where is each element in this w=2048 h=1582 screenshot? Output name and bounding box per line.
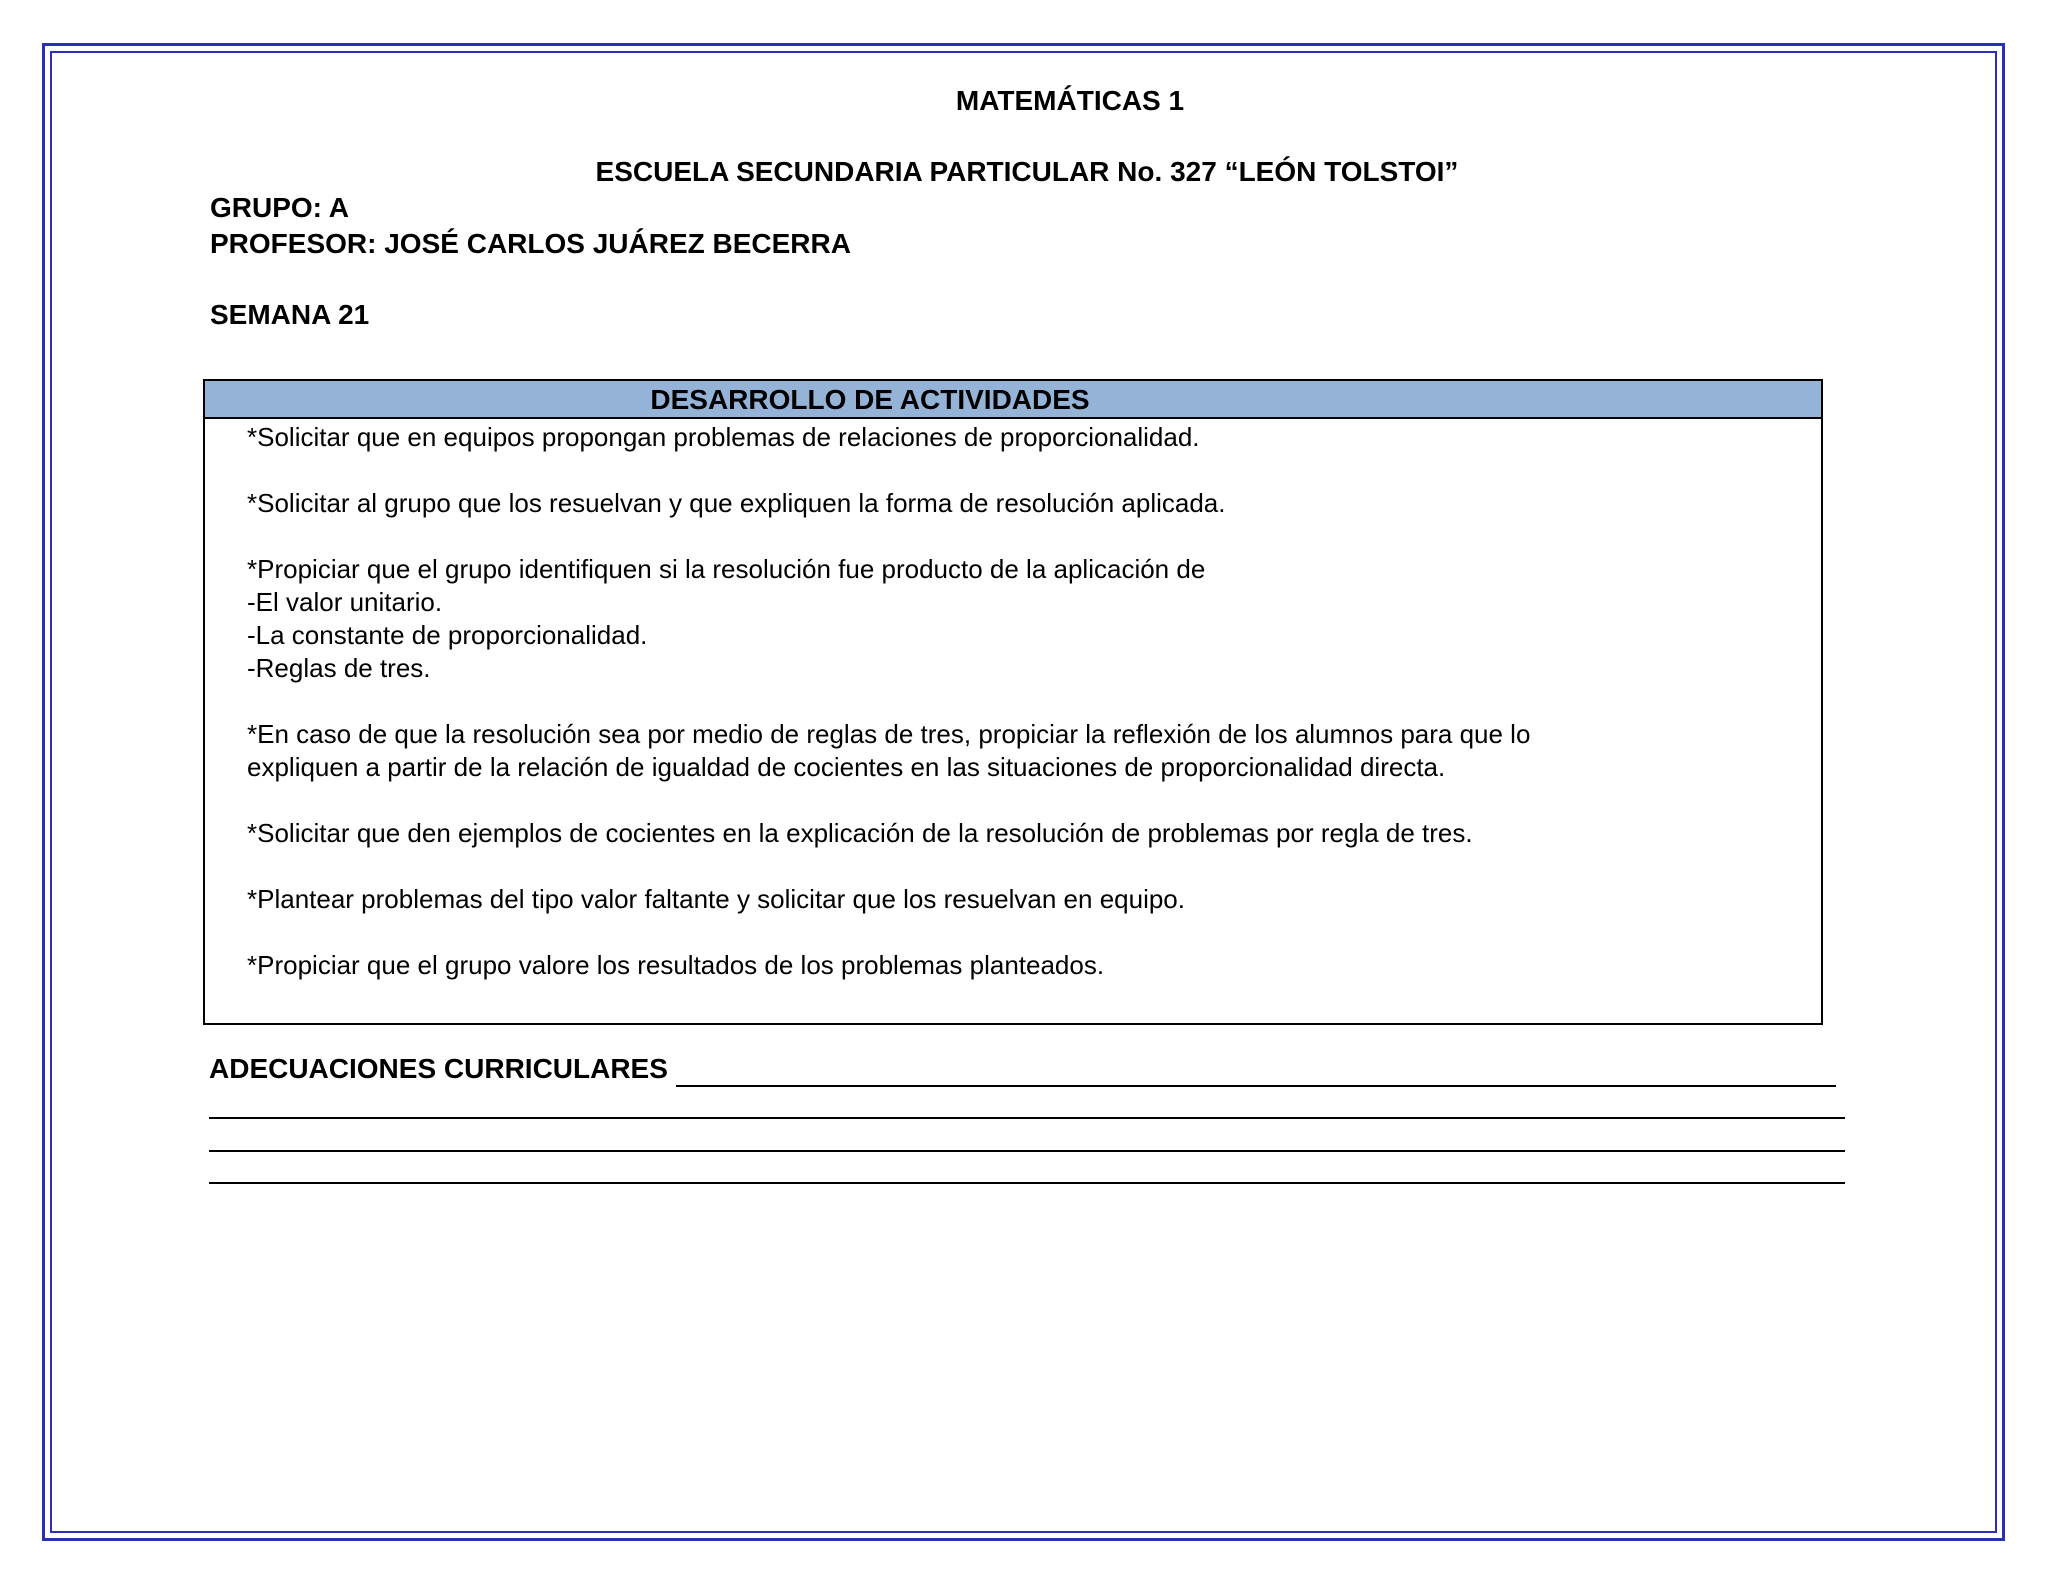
adecuaciones-blank-line-1 — [676, 1085, 1836, 1087]
adecuaciones-blank-line-3 — [209, 1150, 1845, 1152]
activity-line: *Propiciar que el grupo valore los resultados de los problemas planteados. — [247, 950, 1105, 980]
activity-line: -El valor unitario. — [247, 587, 443, 617]
document-title: MATEMÁTICAS 1 — [955, 85, 1185, 116]
group-label: GRUPO: A — [210, 192, 349, 223]
activities-table — [203, 379, 1823, 1025]
activity-item — [247, 718, 1807, 784]
activity-line: *Solicitar que en equipos propongan problemas de relaciones de proporcionalidad. — [247, 422, 1200, 452]
activity-item — [247, 421, 1807, 454]
activity-line: -Reglas de tres. — [247, 653, 431, 683]
activity-line: *Propiciar que el grupo identifiquen si la resolución fue producto de la aplicación de — [247, 554, 1206, 584]
activities-table-header — [205, 381, 1821, 419]
activity-line: -La constante de proporcionalidad. — [247, 620, 648, 650]
activity-item — [247, 553, 1807, 685]
activities-table-heading: DESARROLLO DE ACTIVIDADES — [650, 384, 1090, 415]
activities-list — [247, 421, 1807, 1015]
school-name: ESCUELA SECUNDARIA PARTICULAR No. 327 “LEÓN TOLSTOI” — [595, 156, 1459, 187]
week-label: SEMANA 21 — [210, 299, 370, 330]
activity-line: *Plantear problemas del tipo valor faltante y solicitar que los resuelvan en equipo. — [247, 884, 1185, 914]
adecuaciones-blank-line-2 — [209, 1117, 1845, 1119]
teacher-label: PROFESOR: JOSÉ CARLOS JUÁREZ BECERRA — [210, 228, 851, 259]
activity-item — [247, 817, 1807, 850]
activity-line: *Solicitar que den ejemplos de cocientes en la explicación de la resolución de problemas por regla de tres. — [247, 818, 1473, 848]
activity-item — [247, 949, 1807, 982]
activity-line: expliquen a partir de la relación de igualdad de cocientes en las situaciones de proporcionalidad directa. — [247, 752, 1446, 782]
adecuaciones-blank-line-4 — [209, 1182, 1845, 1184]
adecuaciones-label: ADECUACIONES CURRICULARES — [209, 1053, 668, 1084]
activity-item — [247, 487, 1807, 520]
activity-line: *Solicitar al grupo que los resuelvan y que expliquen la forma de resolución aplicada. — [247, 488, 1226, 518]
activity-item — [247, 883, 1807, 916]
activity-line: *En caso de que la resolución sea por medio de reglas de tres, propiciar la reflexión de los alumnos para que lo — [247, 719, 1531, 749]
